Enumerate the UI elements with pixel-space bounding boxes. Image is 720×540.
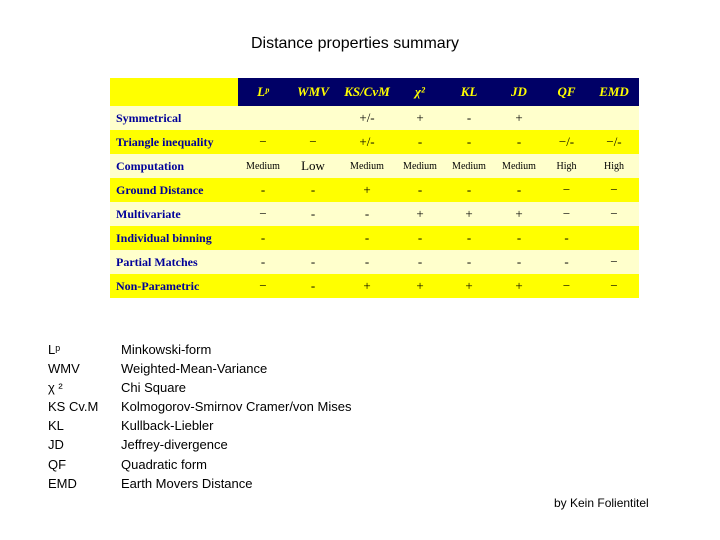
table-cell: -	[516, 134, 522, 149]
table-cell: +	[363, 182, 371, 197]
column-header: KS/CvM	[338, 78, 396, 106]
table-cell: Medium	[238, 154, 288, 178]
legend-full-name: Kullback-Liebler	[121, 418, 214, 434]
table-cell: −	[589, 202, 639, 226]
legend-full-name: Jeffrey-divergence	[121, 437, 228, 453]
table-cell	[589, 226, 639, 250]
table-cell	[288, 106, 338, 130]
table-cell: -	[544, 250, 589, 274]
legend-abbreviation: WMV	[48, 361, 80, 377]
table-cell: +/-	[338, 106, 396, 130]
table-cell: Medium	[494, 154, 544, 178]
row-label: Multivariate	[110, 202, 238, 226]
table-cell: -	[310, 182, 316, 197]
legend-full-name: Earth Movers Distance	[121, 475, 253, 491]
column-header: WMV	[288, 78, 338, 106]
table-cell: -	[288, 250, 338, 274]
column-header: EMD	[589, 78, 639, 106]
legend-abbreviation: QF	[48, 456, 67, 472]
table-cell: +	[465, 278, 473, 293]
table-cell: −	[562, 278, 571, 293]
table-cell: -	[466, 134, 472, 149]
table-cell: -	[260, 182, 266, 197]
row-label: Ground Distance	[116, 182, 204, 197]
table-cell: -	[238, 250, 288, 274]
table-cell: +	[396, 106, 444, 130]
column-header: Lᵖ	[238, 78, 288, 106]
table-cell: −/-	[558, 134, 575, 149]
table-cell: −	[610, 278, 618, 293]
table-cell: −	[238, 202, 288, 226]
legend-abbreviation: JD	[48, 437, 64, 453]
table-cell	[238, 106, 288, 130]
table-row	[110, 250, 639, 274]
table-cell: −	[589, 250, 639, 274]
page-title: Distance properties summary	[250, 35, 460, 52]
table-cell: Low	[288, 154, 338, 178]
row-label: Triangle inequality	[116, 134, 214, 149]
table-cell: -	[338, 250, 396, 274]
legend-abbreviation: EMD	[48, 475, 77, 491]
table-cell: -	[564, 230, 569, 245]
table-cell: −	[259, 278, 267, 293]
table-cell: -	[417, 230, 423, 245]
table-row	[110, 226, 639, 250]
table-cell: Medium	[396, 154, 444, 178]
table-cell: +/-	[359, 134, 375, 149]
table-cell: -	[310, 278, 316, 293]
table-cell: High	[589, 154, 639, 178]
legend-full-name: Minkowski-form	[121, 342, 212, 357]
table-cell: −	[544, 202, 589, 226]
row-label: Symmetrical	[110, 106, 238, 130]
column-header: KL	[444, 78, 494, 106]
table-row	[110, 178, 639, 202]
table-cell: −	[309, 134, 317, 149]
table-cell: -	[260, 230, 266, 245]
table-row	[110, 274, 639, 298]
table-cell: -	[338, 202, 396, 226]
properties-table-panel	[110, 78, 639, 298]
table-cell: Medium	[444, 154, 494, 178]
legend-abbreviation: KS Cv.M	[48, 399, 99, 415]
table-cell: High	[544, 154, 589, 178]
table-row	[110, 130, 639, 154]
table-cell: +	[396, 202, 444, 226]
properties-table	[110, 78, 639, 298]
table-header-row	[110, 78, 639, 106]
row-label: Individual binning	[116, 230, 212, 245]
table-cell: -	[364, 230, 370, 245]
table-cell: −	[562, 182, 571, 197]
table-row	[110, 202, 639, 226]
table-cell: −	[259, 134, 267, 149]
table-cell: +	[416, 278, 424, 293]
table-cell: +	[494, 106, 544, 130]
table-corner-cell	[110, 78, 238, 106]
row-label: Partial Matches	[110, 250, 238, 274]
table-cell: -	[417, 182, 423, 197]
legend-abbreviation: KL	[48, 418, 64, 434]
table-cell: -	[396, 250, 444, 274]
column-header: QF	[544, 78, 589, 106]
table-cell: +	[494, 202, 544, 226]
legend-full-name: Weighted-Mean-Variance	[121, 361, 268, 377]
table-cell: -	[516, 182, 522, 197]
column-header: χ²	[396, 78, 444, 106]
table-cell: +	[444, 202, 494, 226]
legend-abbreviation: Lᵖ	[48, 342, 61, 357]
legend-abbreviation: χ ²	[48, 380, 63, 396]
table-cell: -	[444, 106, 494, 130]
table-cell: -	[494, 250, 544, 274]
table-cell: -	[516, 230, 522, 245]
table-row	[110, 154, 639, 178]
table-cell: -	[417, 134, 423, 149]
table-cell	[544, 106, 589, 130]
legend-full-name: Quadratic form	[121, 456, 207, 472]
table-cell: −	[610, 182, 618, 197]
table-cell: -	[444, 250, 494, 274]
table-cell: -	[466, 182, 472, 197]
table-cell	[288, 226, 338, 250]
column-header: JD	[494, 78, 544, 106]
legend-full-name: Kolmogorov-Smirnov Cramer/von Mises	[121, 399, 352, 415]
table-cell: +	[515, 278, 523, 293]
credit-text: by Kein Folientitel	[554, 496, 649, 510]
table-cell: Medium	[338, 154, 396, 178]
table-cell: −/-	[606, 134, 622, 149]
table-cell: -	[466, 230, 472, 245]
table-cell	[589, 106, 639, 130]
row-label: Computation	[110, 154, 238, 178]
row-label: Non-Parametric	[116, 278, 200, 293]
table-cell: +	[363, 278, 371, 293]
legend-full-name: Chi Square	[121, 380, 187, 396]
table-row	[110, 106, 639, 130]
table-cell: -	[288, 202, 338, 226]
